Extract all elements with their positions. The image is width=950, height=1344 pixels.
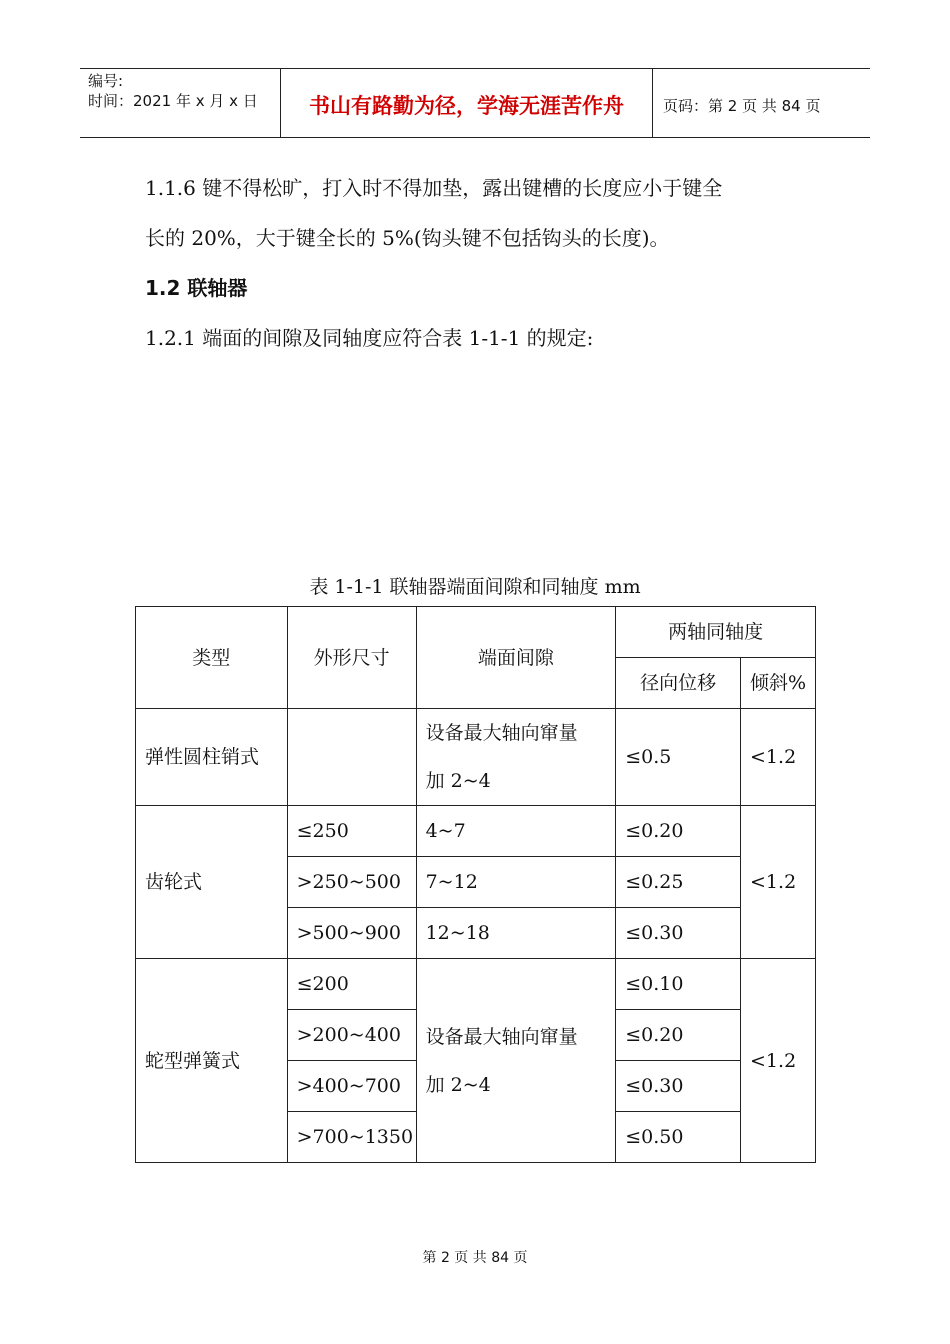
- type-cell: 弹性圆柱销式: [136, 709, 288, 806]
- paragraph-1-2-1: 1.2.1 端面的间隙及同轴度应符合表 1-1-1 的规定:: [145, 326, 594, 350]
- table-row: [136, 709, 816, 806]
- table-header-row: [136, 607, 816, 658]
- radial-cell: ≤0.25: [616, 857, 741, 908]
- size-cell: >250~500: [287, 857, 416, 908]
- header-meta: [80, 69, 281, 137]
- size-cell: [287, 709, 416, 806]
- gap-cell: [416, 709, 616, 806]
- doc-time-label: 时间：2021 年 x 月 x 日: [88, 92, 258, 110]
- radial-cell: ≤0.20: [616, 1010, 741, 1061]
- gap-cell: [416, 959, 616, 1163]
- radial-cell: ≤0.5: [616, 709, 741, 806]
- tilt-cell: <1.2: [741, 806, 816, 959]
- coupling-spec-table: [135, 606, 816, 1163]
- header-gap: 端面间隙: [416, 607, 616, 709]
- type-cell: 蛇型弹簧式: [136, 959, 288, 1163]
- header-type: 类型: [136, 607, 288, 709]
- radial-cell: ≤0.30: [616, 1061, 741, 1112]
- paragraph-1-1-6-line1: 1.1.6 键不得松旷，打入时不得加垫，露出键槽的长度应小于键全: [145, 176, 723, 200]
- tilt-cell: <1.2: [741, 959, 816, 1163]
- gap-cell: 7~12: [416, 857, 616, 908]
- gap-line: 设备最大轴向窜量: [425, 1025, 578, 1048]
- gap-cell: 12~18: [416, 908, 616, 959]
- size-cell: ≤250: [287, 806, 416, 857]
- size-cell: ≤200: [287, 959, 416, 1010]
- gap-cell: 4~7: [416, 806, 616, 857]
- size-cell: >400~700: [287, 1061, 416, 1112]
- size-cell: >200~400: [287, 1010, 416, 1061]
- doc-number-label: 编号:: [88, 72, 124, 90]
- paragraph-1-1-6-line2: 长的 20%，大于键全长的 5%(钩头键不包括钩头的长度)。: [145, 226, 670, 250]
- gap-line: 设备最大轴向窜量: [425, 722, 578, 744]
- type-cell: 齿轮式: [136, 806, 288, 959]
- section-heading-1-2: 1.2 联轴器: [145, 276, 248, 300]
- table-row: [136, 806, 816, 857]
- table-caption: 表 1-1-1 联轴器端面间隙和同轴度 mm: [309, 576, 641, 598]
- table-row: [136, 959, 816, 1010]
- radial-cell: ≤0.30: [616, 908, 741, 959]
- header-page-info: 页码：第 2 页 共 84 页: [663, 96, 821, 115]
- gap-line: 加 2~4: [425, 1073, 491, 1096]
- header-coaxial: 两轴同轴度: [616, 607, 816, 658]
- header-radial: 径向位移: [616, 658, 741, 709]
- header-motto: 书山有路勤为径，学海无涯苦作舟: [281, 69, 653, 137]
- header-tilt: 倾斜%: [741, 658, 816, 709]
- radial-cell: ≤0.20: [616, 806, 741, 857]
- size-cell: >500~900: [287, 908, 416, 959]
- header-size: 外形尺寸: [287, 607, 416, 709]
- page-footer: 第 2 页 共 84 页: [422, 1250, 528, 1266]
- size-cell: >700~1350: [287, 1112, 416, 1163]
- gap-line: 加 2~4: [425, 770, 491, 792]
- radial-cell: ≤0.50: [616, 1112, 741, 1163]
- page-header: [80, 68, 870, 138]
- radial-cell: ≤0.10: [616, 959, 741, 1010]
- tilt-cell: <1.2: [741, 709, 816, 806]
